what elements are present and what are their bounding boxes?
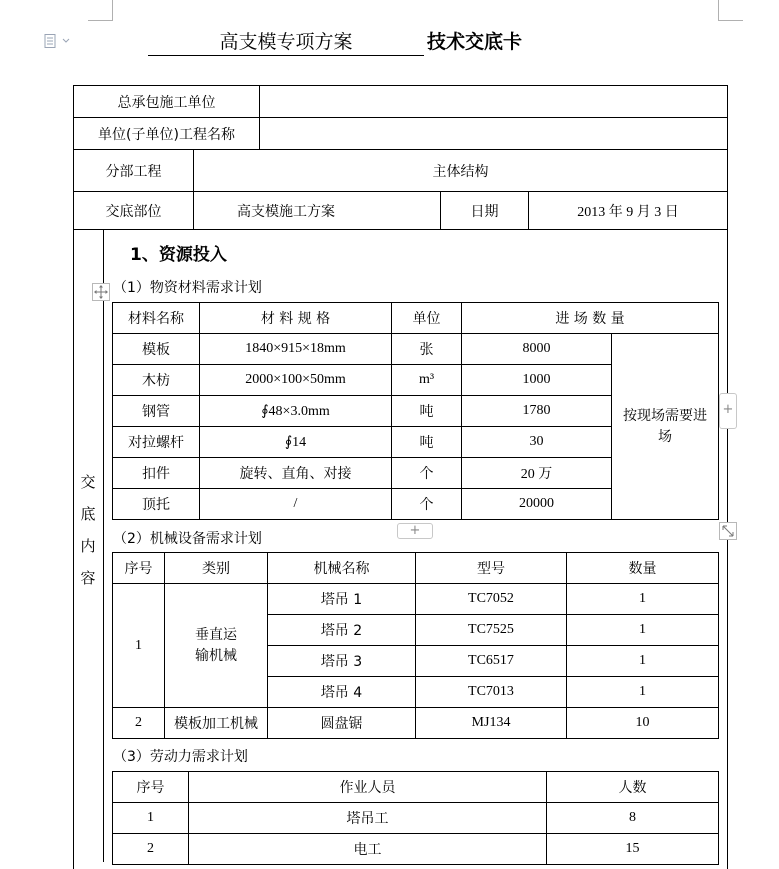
material-spec: 2000×100×50mm xyxy=(200,365,392,396)
machine-qty: 1 xyxy=(567,646,719,677)
material-spec: / xyxy=(200,489,392,520)
labor-table xyxy=(112,771,719,865)
material-unit: 吨 xyxy=(392,427,462,458)
material-qty: 20 万 xyxy=(462,458,612,489)
material-unit: 吨 xyxy=(392,396,462,427)
materials-header-spec: 材 料 规 格 xyxy=(200,303,392,334)
side-char-1: 交 xyxy=(80,473,96,491)
labor-no: 2 xyxy=(113,834,189,865)
material-spec: 旋转、直角、对接 xyxy=(200,458,392,489)
labor-header-count: 人数 xyxy=(547,772,719,803)
materials-table xyxy=(112,302,719,520)
material-name: 顶托 xyxy=(113,489,200,520)
machine-model: TC7525 xyxy=(416,615,567,646)
machinery-group-category: 模板加工机械 xyxy=(165,708,268,739)
materials-header-unit: 单位 xyxy=(392,303,462,334)
subdivision-label: 分部工程 xyxy=(74,150,194,192)
machinery-table xyxy=(112,552,719,739)
labor-count: 8 xyxy=(547,803,719,834)
machine-qty: 1 xyxy=(567,615,719,646)
project-value[interactable] xyxy=(260,118,728,150)
machine-model: TC6517 xyxy=(416,646,567,677)
material-qty: 20000 xyxy=(462,489,612,520)
location-label: 交底部位 xyxy=(74,192,194,230)
date-label: 日期 xyxy=(441,192,529,230)
machinery-header-category: 类别 xyxy=(165,553,268,584)
project-label: 单位(子单位)工程名称 xyxy=(74,118,260,150)
contractor-value[interactable] xyxy=(260,86,728,118)
add-row-button[interactable] xyxy=(397,523,433,539)
machinery-group-no: 2 xyxy=(113,708,165,739)
material-name: 模板 xyxy=(113,334,200,365)
document-title xyxy=(148,28,568,58)
material-name: 对拉螺杆 xyxy=(113,427,200,458)
machinery-header-qty: 数量 xyxy=(567,553,719,584)
materials-heading: （1）物资材料需求计划 xyxy=(113,280,262,296)
location-value[interactable]: 高支模施工方案 xyxy=(194,192,441,230)
labor-header-no: 序号 xyxy=(113,772,189,803)
machine-model: TC7013 xyxy=(416,677,567,708)
material-unit: 个 xyxy=(392,489,462,520)
material-spec: ∮14 xyxy=(200,427,392,458)
side-char-4: 容 xyxy=(80,569,96,587)
side-label-column xyxy=(73,230,104,862)
materials-header-qty: 进 场 数 量 xyxy=(462,303,719,334)
document-icon[interactable] xyxy=(44,34,70,48)
section-1-title: 1、资源投入 xyxy=(130,245,227,265)
add-column-button[interactable] xyxy=(719,393,737,429)
plus-icon: + xyxy=(409,523,421,538)
material-spec: 1840×915×18mm xyxy=(200,334,392,365)
material-spec: ∮48×3.0mm xyxy=(200,396,392,427)
side-label-text xyxy=(73,466,103,594)
plus-icon: + xyxy=(722,402,734,417)
material-qty: 1000 xyxy=(462,365,612,396)
materials-note: 按现场需要进场 xyxy=(612,334,719,520)
machinery-header-no: 序号 xyxy=(113,553,165,584)
labor-role: 塔吊工 xyxy=(189,803,547,834)
machine-name: 塔吊 4 xyxy=(268,677,416,708)
side-char-3: 内 xyxy=(80,537,96,555)
labor-header-role: 作业人员 xyxy=(189,772,547,803)
machine-name: 圆盘锯 xyxy=(268,708,416,739)
side-char-2: 底 xyxy=(80,505,96,523)
crop-mark-top-right xyxy=(718,0,743,21)
crop-mark-top-left xyxy=(88,0,113,21)
labor-count: 15 xyxy=(547,834,719,865)
move-handle-icon[interactable] xyxy=(92,283,110,301)
title-bold: 技术交底卡 xyxy=(427,31,523,53)
machine-name: 塔吊 1 xyxy=(268,584,416,615)
material-unit: 张 xyxy=(392,334,462,365)
resize-handle-icon[interactable] xyxy=(719,522,737,540)
machinery-group-no: 1 xyxy=(113,584,165,708)
material-qty: 30 xyxy=(462,427,612,458)
labor-heading: （3）劳动力需求计划 xyxy=(113,749,248,765)
machinery-group-category: 垂直运输机械 xyxy=(165,584,268,708)
table-row xyxy=(113,834,719,865)
header-table xyxy=(73,85,728,230)
machine-qty: 10 xyxy=(567,708,719,739)
table-row xyxy=(113,708,719,739)
title-underlined: 高支模专项方案 xyxy=(148,28,424,56)
material-qty: 8000 xyxy=(462,334,612,365)
date-value[interactable]: 2013 年 9 月 3 日 xyxy=(529,192,728,230)
machinery-header-model: 型号 xyxy=(416,553,567,584)
machine-model: TC7052 xyxy=(416,584,567,615)
machine-qty: 1 xyxy=(567,677,719,708)
table-row xyxy=(113,584,719,615)
machinery-header-name: 机械名称 xyxy=(268,553,416,584)
materials-header-name: 材料名称 xyxy=(113,303,200,334)
material-name: 扣件 xyxy=(113,458,200,489)
material-unit: 个 xyxy=(392,458,462,489)
labor-no: 1 xyxy=(113,803,189,834)
material-unit: m³ xyxy=(392,365,462,396)
labor-role: 电工 xyxy=(189,834,547,865)
subdivision-value[interactable]: 主体结构 xyxy=(194,150,728,192)
machinery-heading: （2）机械设备需求计划 xyxy=(113,531,262,547)
machine-name: 塔吊 2 xyxy=(268,615,416,646)
material-name: 木枋 xyxy=(113,365,200,396)
material-qty: 1780 xyxy=(462,396,612,427)
table-row xyxy=(113,803,719,834)
machine-model: MJ134 xyxy=(416,708,567,739)
material-name: 钢管 xyxy=(113,396,200,427)
machine-qty: 1 xyxy=(567,584,719,615)
machine-name: 塔吊 3 xyxy=(268,646,416,677)
table-row xyxy=(113,334,719,365)
contractor-label: 总承包施工单位 xyxy=(74,86,260,118)
